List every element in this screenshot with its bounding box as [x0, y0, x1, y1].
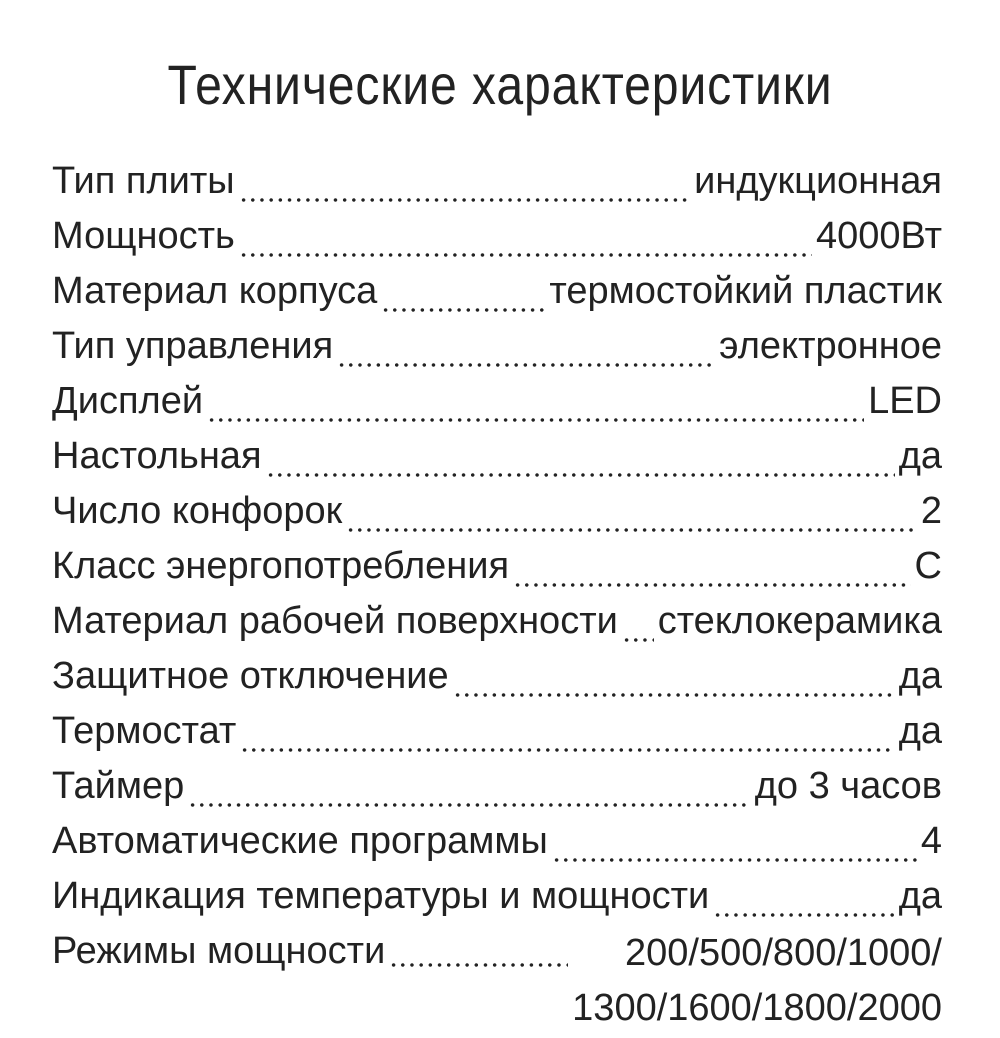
spec-row-control-type: [52, 321, 942, 376]
spec-row-display: [52, 376, 942, 431]
spec-label: Автоматические программы: [52, 820, 548, 862]
spec-label: Класс энергопотребления: [52, 545, 510, 587]
spec-label: Режимы мощности: [52, 930, 386, 972]
dot-leader: [453, 692, 895, 698]
dot-leader: [552, 857, 917, 863]
dot-leader: [389, 962, 568, 968]
spec-row-thermostat: [52, 706, 942, 761]
spec-value: стеклокерамика: [657, 600, 942, 642]
spec-value: индукционная: [694, 160, 942, 202]
spec-value-line: 1300/1600/1800/2000: [572, 987, 942, 1029]
spec-value: [572, 926, 942, 1036]
spec-row-energy-class: [52, 541, 942, 596]
dot-leader: [240, 747, 894, 753]
dot-leader: [381, 307, 545, 313]
spec-label: Защитное отключение: [52, 655, 449, 697]
spec-value: да: [898, 435, 942, 477]
spec-label: Число конфорок: [52, 490, 343, 532]
spec-row-auto-programs: [52, 816, 942, 871]
spec-value: 2: [920, 490, 942, 532]
spec-row-power: [52, 211, 942, 266]
dot-leader: [713, 912, 894, 918]
dot-leader: [346, 527, 917, 533]
spec-label: Термостат: [52, 710, 237, 752]
spec-label: Таймер: [52, 765, 185, 807]
spec-row-safety-shutoff: [52, 651, 942, 706]
spec-label: Настольная: [52, 435, 262, 477]
dot-leader: [337, 362, 715, 368]
spec-row-body-material: [52, 266, 942, 321]
spec-label: Материал рабочей поверхности: [52, 600, 618, 642]
dot-leader: [266, 472, 895, 478]
spec-label: Тип плиты: [52, 160, 235, 202]
spec-value: LED: [868, 380, 942, 422]
spec-value-line: 200/500/800/1000/: [625, 932, 942, 974]
spec-list: [52, 156, 942, 1038]
spec-value: 4: [920, 820, 942, 862]
spec-value: C: [914, 545, 942, 587]
spec-row-power-modes: [52, 926, 942, 1038]
spec-value: да: [898, 655, 942, 697]
spec-value: да: [898, 710, 942, 752]
dot-leader: [239, 197, 691, 203]
spec-row-burners: [52, 486, 942, 541]
spec-value: 4000Вт: [815, 215, 942, 257]
spec-row-surface-material: [52, 596, 942, 651]
spec-row-timer: [52, 761, 942, 816]
spec-value: термостойкий пластик: [549, 270, 942, 312]
spec-label: Материал корпуса: [52, 270, 378, 312]
dot-leader: [513, 582, 910, 588]
spec-label: Тип управления: [52, 325, 334, 367]
spec-label: Дисплей: [52, 380, 204, 422]
spec-label: Индикация температуры и мощности: [52, 875, 710, 917]
dot-leader: [207, 417, 864, 423]
page-title: Технические характеристики: [167, 53, 833, 116]
spec-value: до 3 часов: [754, 765, 942, 807]
spec-row-tabletop: [52, 431, 942, 486]
spec-row-stove-type: [52, 156, 942, 211]
spec-value: да: [898, 875, 942, 917]
spec-row-indication: [52, 871, 942, 926]
dot-leader: [622, 637, 654, 643]
dot-leader: [239, 252, 812, 258]
spec-value: электронное: [719, 325, 942, 367]
dot-leader: [188, 802, 750, 808]
spec-label: Мощность: [52, 215, 235, 257]
